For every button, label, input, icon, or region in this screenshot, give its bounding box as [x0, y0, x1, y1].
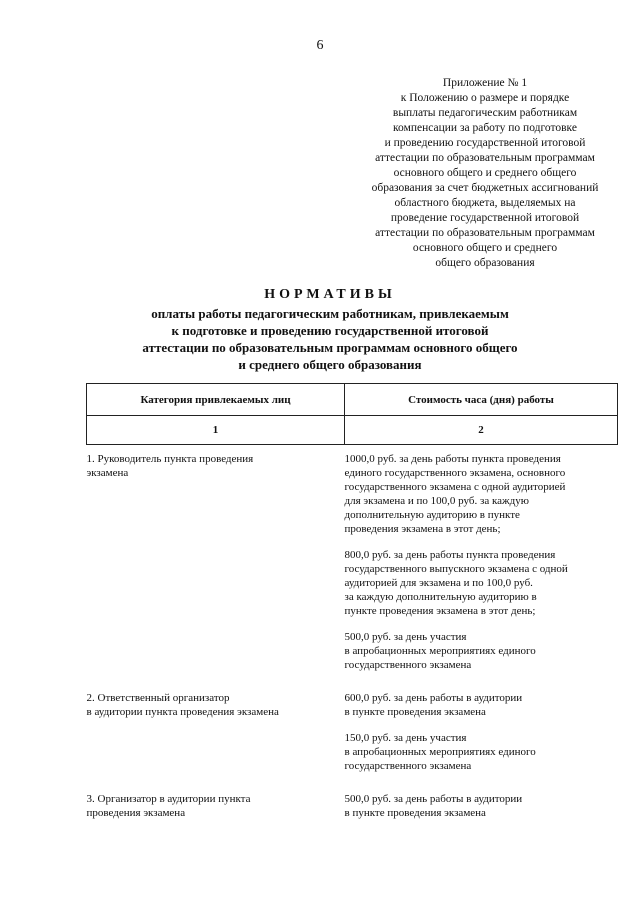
cost-line: 1000,0 руб. за день работы пункта проведения [344, 453, 561, 465]
subtitle-line: оплаты работы педагогическим работникам, привлекаемым [151, 306, 509, 321]
appendix-line: основного общего и среднего [412, 242, 558, 254]
appendix-line: к Положению о размере и порядке [400, 92, 570, 104]
column-number-2: 2 [345, 416, 618, 445]
subtitle-line: к подготовке и проведению государственной итоговой [171, 323, 489, 338]
appendix-line: компенсации за работу по подготовке [393, 122, 577, 134]
category-line: проведения экзамена [86, 807, 186, 819]
cost-line: пункте проведения экзамена в этот день; [344, 605, 536, 617]
appendix-line: областного бюджета, выделяемых на [394, 197, 576, 209]
cost-cell [345, 684, 618, 785]
cost-line: 800,0 руб. за день работы пункта проведения [344, 549, 556, 561]
table-header-row [87, 384, 618, 416]
appendix-line: выплаты педагогическим работникам [392, 107, 578, 119]
cost-line: в пункте проведения экзамена [344, 706, 486, 718]
appendix-line: проведение государственной итоговой [390, 212, 580, 224]
column-number-1: 1 [87, 416, 345, 445]
appendix-line: и проведению государственной итоговой [384, 137, 586, 149]
cost-block [345, 731, 618, 773]
cost-line: в апробационных мероприятиях единого [344, 746, 536, 758]
cost-block [345, 792, 618, 820]
cost-line: 150,0 руб. за день участия [344, 732, 467, 744]
category-line: 1. Руководитель пункта проведения [86, 453, 254, 465]
cost-line: государственного выпускного экзамена с одной [344, 563, 568, 575]
column-number-row [87, 416, 618, 445]
column-header-cost: Стоимость часа (дня) работы [345, 384, 618, 416]
appendix-line: аттестации по образовательным программам [375, 152, 595, 164]
document-title: НОРМАТИВЫ [264, 287, 396, 302]
table-row [87, 684, 618, 785]
cost-line: для экзамена и по 100,0 руб. за каждую [344, 495, 529, 507]
cost-cell [345, 445, 618, 685]
appendix-note [335, 76, 635, 271]
norms-table [86, 383, 618, 832]
category-line: экзамена [86, 467, 129, 479]
appendix-line: образования за счет бюджетных ассигнований [371, 182, 599, 194]
cost-line: государственного экзамена с одной аудиторией [344, 481, 566, 493]
table-row [87, 785, 618, 832]
category-line: 3. Организатор в аудитории пункта [86, 793, 251, 805]
cost-line: 600,0 руб. за день работы в аудитории [344, 692, 523, 704]
cost-line: государственного экзамена [344, 760, 472, 772]
cost-line: 500,0 руб. за день участия [344, 631, 467, 643]
table-row [87, 445, 618, 685]
cost-line: проведения экзамена в этот день; [344, 523, 501, 535]
cost-line: единого государственного экзамена, основного [344, 467, 566, 479]
cost-line: 500,0 руб. за день работы в аудитории [344, 793, 523, 805]
subtitle-line: аттестации по образовательным программам основного общего [142, 340, 518, 355]
cost-line: аудиторией для экзамена и по 100,0 руб. [344, 577, 533, 589]
appendix-line: Приложение № 1 [442, 77, 528, 89]
cost-line: за каждую дополнительную аудиторию в [344, 591, 537, 603]
category-cell [87, 785, 345, 832]
subtitle-line: и среднего общего образования [238, 357, 422, 372]
appendix-line: аттестации по образовательным программам [375, 227, 595, 239]
appendix-line: общего образования [435, 257, 535, 269]
category-line: 2. Ответственный организатор [86, 692, 230, 704]
cost-line: в апробационных мероприятиях единого [344, 645, 536, 657]
page-number: 6 [316, 38, 324, 53]
category-line: в аудитории пункта проведения экзамена [86, 706, 279, 718]
cost-block [345, 691, 618, 719]
cost-line: дополнительную аудиторию в пункте [344, 509, 520, 521]
cost-block [345, 548, 618, 618]
cost-line: государственного экзамена [344, 659, 472, 671]
cost-cell [345, 785, 618, 832]
document-subtitle [60, 305, 600, 373]
document-heading [60, 286, 600, 373]
category-cell [87, 445, 345, 685]
cost-block [345, 630, 618, 672]
appendix-line: основного общего и среднего общего [393, 167, 577, 179]
column-header-category: Категория привлекаемых лиц [87, 384, 345, 416]
cost-block [345, 452, 618, 536]
category-cell [87, 684, 345, 785]
cost-line: в пункте проведения экзамена [344, 807, 486, 819]
